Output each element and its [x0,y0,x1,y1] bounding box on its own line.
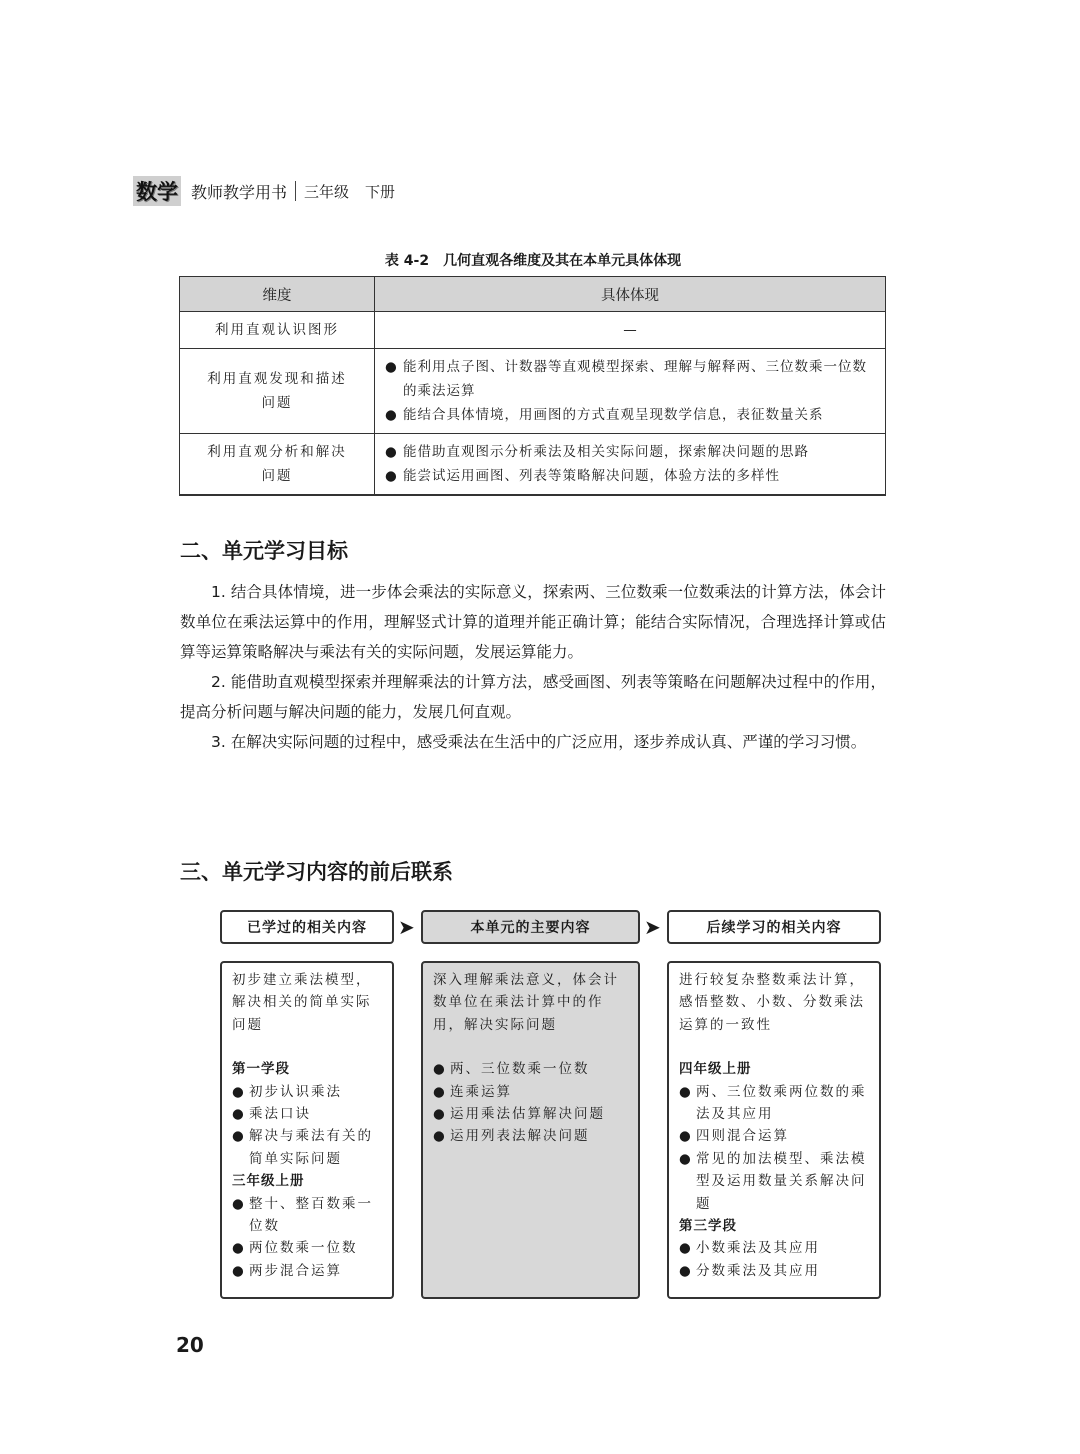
grade-label: 三年级 [304,182,350,201]
column-intro: 初步建立乘法模型，解决相关的简单实际问题 [232,972,372,1033]
bullet-icon: ● [385,359,398,375]
bullet-icon: ● [385,407,398,423]
future-content-box [667,961,881,1299]
section-title-goals: 二、单元学习目标 [180,539,348,563]
item-text: 能结合具体情境，用画图的方式直观呈现数学信息，表征数量关系 [403,407,824,423]
item-text: 解决与乘法有关的简单实际问题 [249,1128,373,1167]
dimension-cell [180,349,375,434]
list-item [679,1081,871,1126]
item-text: 整十、整百数乘一位数 [249,1195,373,1235]
empty-cell-dash: — [375,312,886,349]
bullet-icon: ● [385,468,398,484]
group-subtitle: 第三学段 [679,1218,737,1235]
manifestation-cell [375,434,886,496]
dimension-cell: 利用直观认识图形 [180,312,375,349]
table-row [180,312,886,349]
bullet-icon: ● [232,1083,246,1100]
logo-text: 数学 [133,176,181,206]
table-header-row [180,277,886,312]
list-item [679,1237,871,1259]
list-item [679,1125,871,1147]
list-item [679,1260,871,1282]
list-item [232,1103,384,1125]
item-text: 乘法口诀 [249,1106,311,1123]
goal-paragraph: 2. 能借助直观模型探索并理解乘法的计算方法，感受画图、列表等策略在问题解决过程中的作用，提高分析问题与解决问题的能力，发展几何直观。 [180,673,886,721]
goal-paragraph: 1. 结合具体情境，进一步体会乘法的实际意义，探索两、三位数乘一位数乘法的计算方法，体会计数单位在乘法运算中的作用，理解竖式计算的道理并能正确计算；能结合实际情况，合理选择计算或估算等运算策略解决与乘法有关的实际问题，发展运算能力。 [180,583,886,661]
bullet-icon: ● [232,1262,246,1279]
column-intro: 深入理解乘法意义，体会计数单位在乘法计算中的作用，解决实际问题 [433,972,619,1033]
group-subtitle: 三年级上册 [232,1173,305,1190]
item-text: 小数乘法及其应用 [696,1240,820,1257]
bullet-icon: ● [232,1128,246,1145]
col-header-dimension: 维度 [180,277,375,312]
bullet-icon: ● [232,1195,246,1212]
list-item [433,1125,630,1147]
bullet-icon: ● [385,444,398,460]
goals-body [180,577,886,757]
header-current-content: 本单元的主要内容 [421,910,640,944]
list-item [232,1260,384,1282]
list-item [433,1103,630,1125]
bullet-icon: ● [679,1150,693,1167]
bullet-icon: ● [679,1262,693,1279]
item-text: 能尝试运用画图、列表等策略解决问题，体验方法的多样性 [403,468,780,484]
item-text: 四则混合运算 [696,1128,789,1145]
page-number: 20 [176,1333,204,1357]
list-item [232,1193,384,1238]
list-item [433,1058,630,1080]
bullet-icon: ● [679,1083,693,1100]
dimension-text: 利用直观发现和描述问题 [207,371,347,411]
header-prior-content: 已学过的相关内容 [220,910,394,944]
bullet-icon: ● [433,1128,447,1145]
item-text: 两、三位数乘两位数的乘法及其应用 [696,1083,867,1123]
list-item [232,1081,384,1103]
col-header-manifestation: 具体体现 [375,277,886,312]
list-item [232,1125,384,1170]
table-caption: 表 4-2 几何直观各维度及其在本单元具体体现 [384,253,682,269]
bullet-icon: ● [232,1240,246,1257]
item-text: 常见的加法模型、乘法模型及运用数量关系解决问题 [696,1150,867,1212]
dimension-cell [180,434,375,496]
item-text: 两、三位数乘一位数 [450,1061,590,1078]
dimension-text: 利用直观分析和解决问题 [207,444,347,484]
item-text: 分数乘法及其应用 [696,1262,820,1279]
subject-logo [133,176,185,206]
arrow-right-icon: ➤ [398,915,415,939]
bullet-icon: ● [679,1128,693,1145]
list-item [385,440,877,464]
item-text: 两步混合运算 [249,1262,342,1279]
list-item [385,355,877,403]
running-header [133,177,395,205]
item-text: 初步认识乘法 [249,1083,342,1100]
book-title: 教师教学用书 [191,182,288,202]
header-future-content: 后续学习的相关内容 [667,910,881,944]
arrow-right-icon: ➤ [644,915,661,939]
group-subtitle: 四年级上册 [679,1061,752,1078]
list-item [433,1081,630,1103]
table-row [180,434,886,496]
intuition-table [179,276,886,496]
bullet-icon: ● [433,1106,447,1123]
list-item [679,1148,871,1215]
list-item [385,464,877,488]
bullet-icon: ● [232,1106,246,1123]
item-text: 连乘运算 [450,1083,512,1100]
item-text: 运用乘法估算解决问题 [450,1106,605,1123]
item-text: 运用列表法解决问题 [450,1128,590,1145]
list-item [385,403,877,427]
bullet-icon: ● [679,1240,693,1257]
current-content-box [421,961,640,1299]
bullet-icon: ● [433,1061,447,1078]
list-item [232,1237,384,1259]
bullet-icon: ● [433,1083,447,1100]
section-title-connections: 三、单元学习内容的前后联系 [180,860,453,884]
manifestation-cell [375,349,886,434]
item-text: 能利用点子图、计数器等直观模型探索、理解与解释两、三位数乘一位数的乘法运算 [403,359,867,399]
column-intro: 进行较复杂整数乘法计算，感悟整数、小数、分数乘法运算的一致性 [679,972,865,1033]
item-text: 能借助直观图示分析乘法及相关实际问题，探索解决问题的思路 [403,444,809,460]
prior-content-box [220,961,394,1299]
goal-paragraph: 3. 在解决实际问题的过程中，感受乘法在生活中的广泛应用，逐步养成认真、严谨的学习习惯。 [211,733,867,751]
table-row [180,349,886,434]
header-divider [295,181,296,201]
volume-label: 下册 [365,182,396,201]
item-text: 两位数乘一位数 [249,1240,358,1257]
group-subtitle: 第一学段 [232,1061,290,1078]
